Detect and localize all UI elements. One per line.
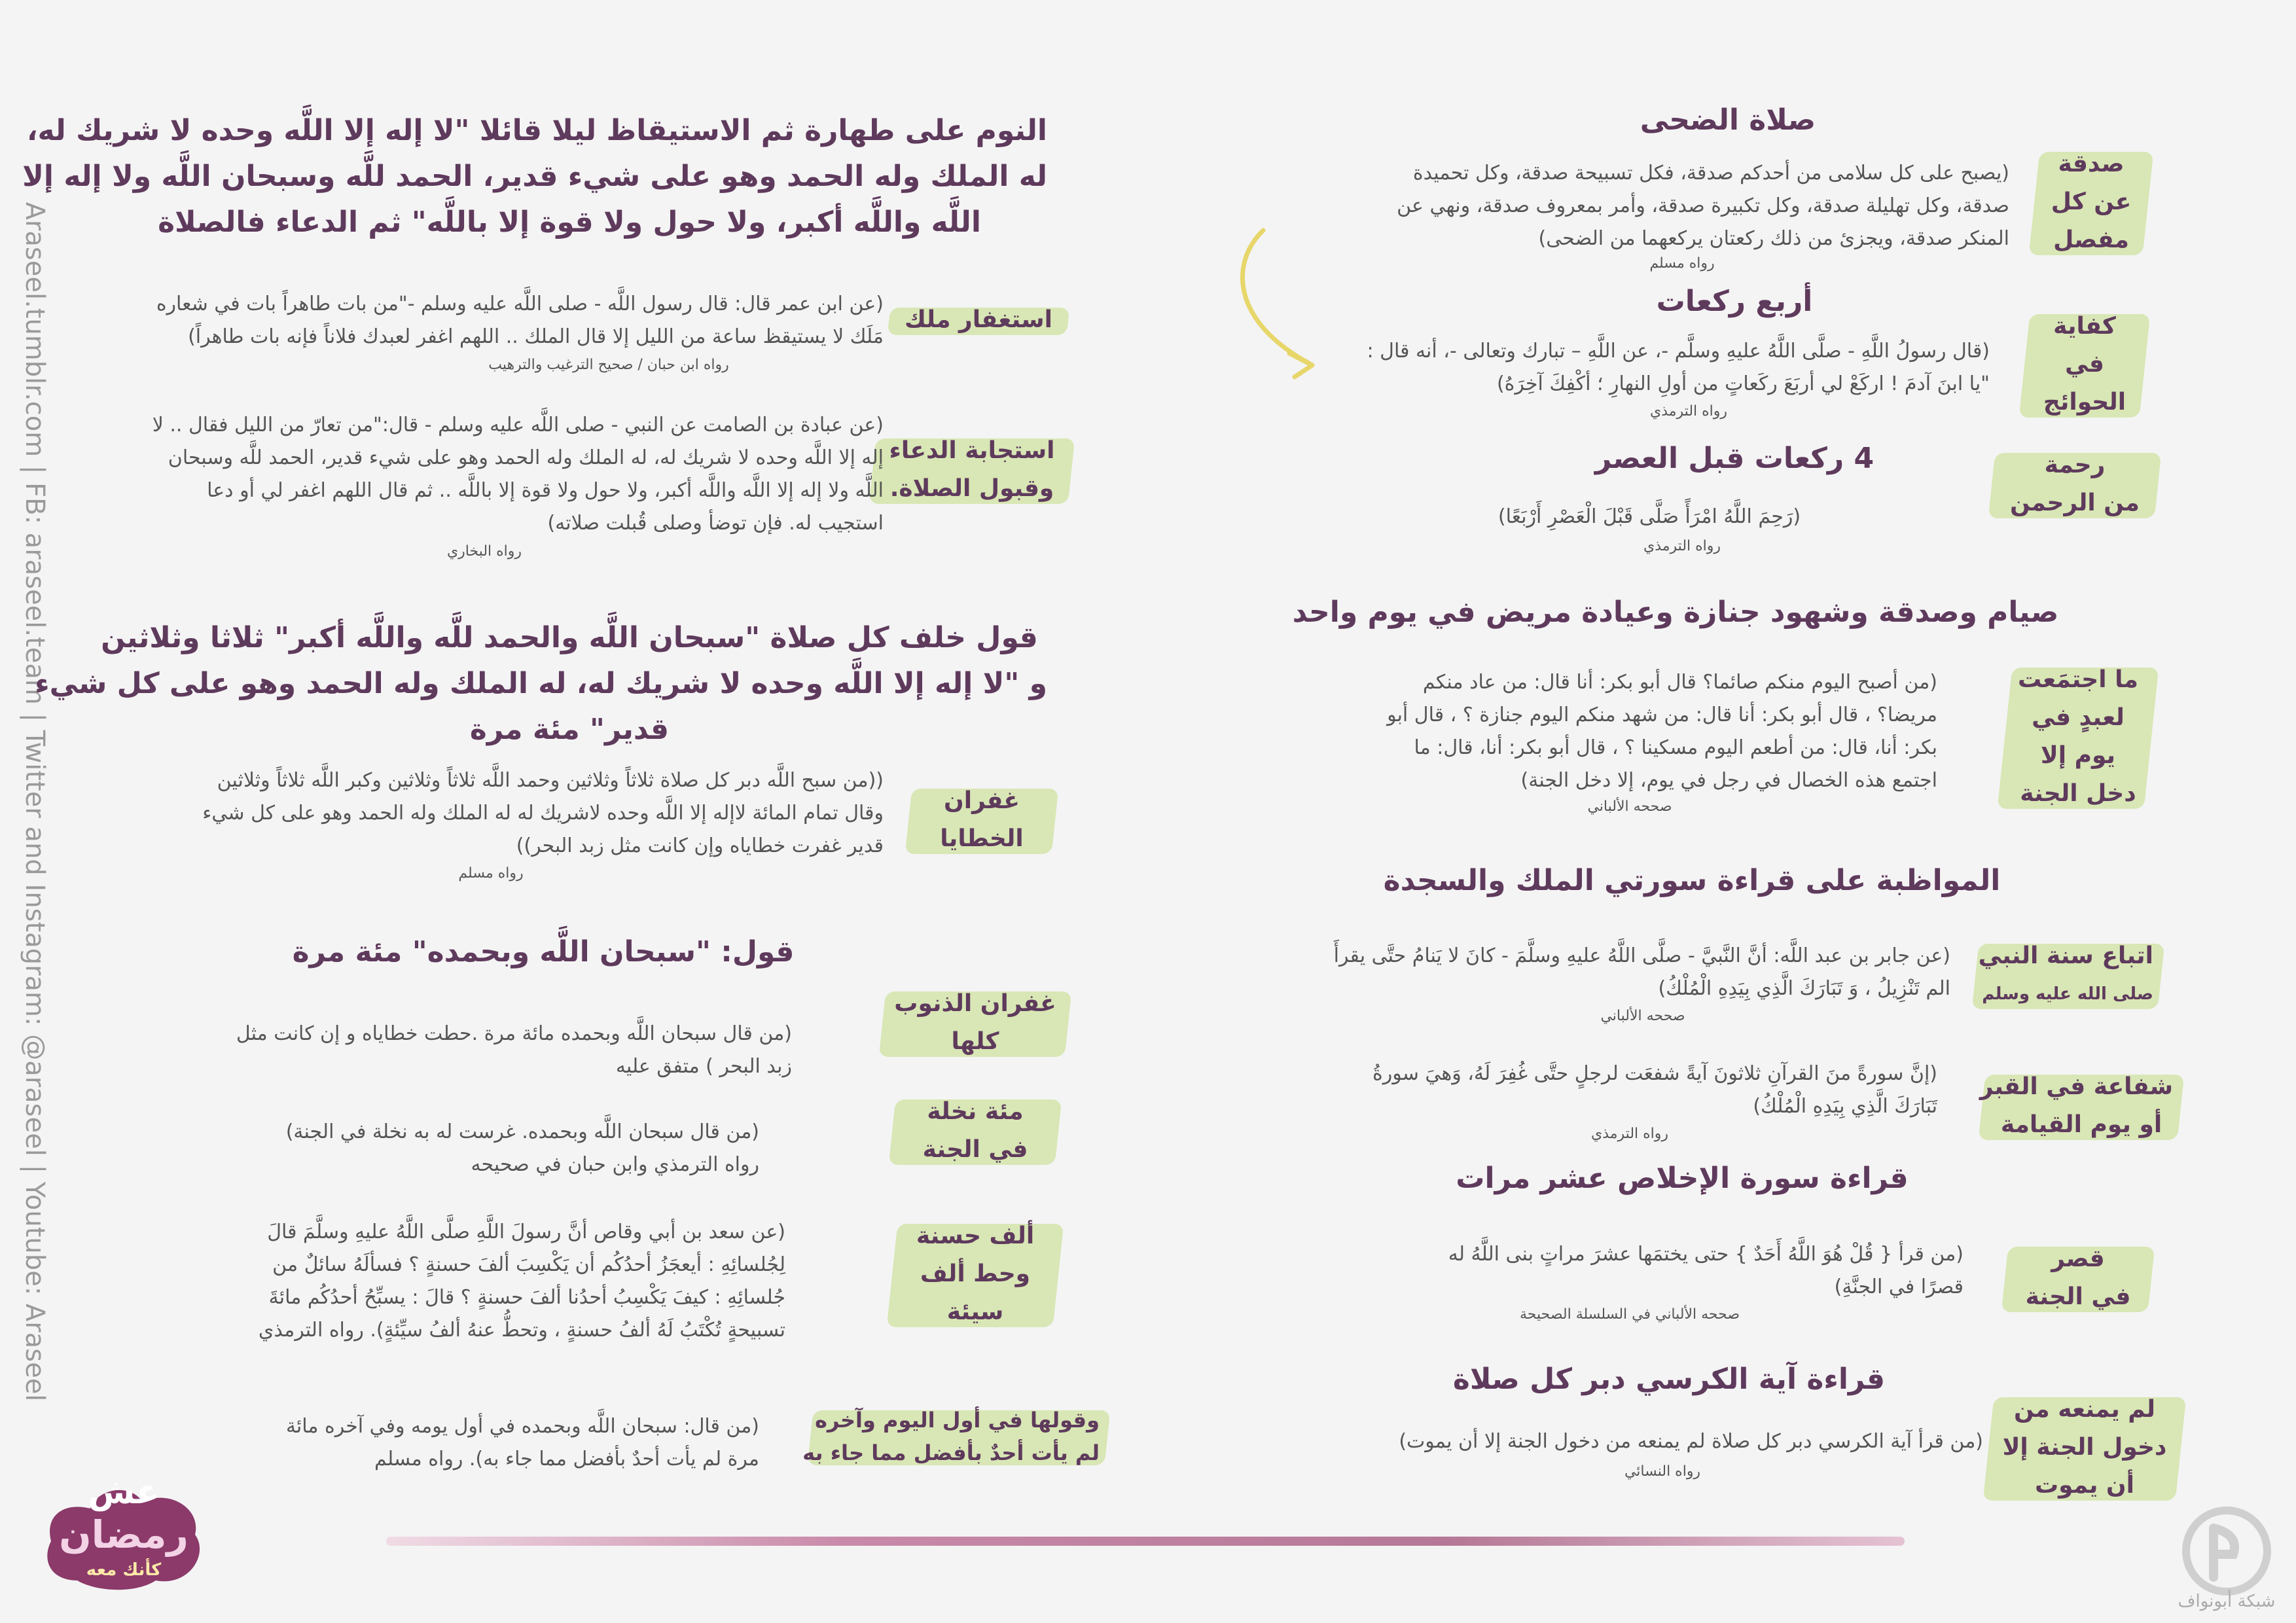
subhan-label-4: وقولها في أول اليوم وآخره لم يأت أحدٌ بأفضل مما جاء به (818, 1404, 1100, 1469)
asr-title: 4 ركعات قبل العصر (1594, 442, 1874, 475)
four-label: كفاية في الحوائج (2032, 308, 2137, 421)
ikhlas-label: قصر في الجنة (2013, 1240, 2144, 1316)
sleep-label-1: استغفار ملك (897, 301, 1060, 339)
fasting-source: صححه الألباني (1587, 798, 1672, 815)
mulk-title: المواظبة على قراءة سورتي الملك والسجدة (1383, 864, 2001, 897)
after-prayer-title: قول خلف كل صلاة "سبحان اللَّه والحمد للَّه واللَّه أكبر" ثلاثا وثلاثين و "لا إله إلا اللَّه وحده لا شريك له، له الملك وله الحمد وهو على كل شيء قدير" مئة مرة (35, 621, 1047, 746)
svg-text:رمضان: رمضان (59, 1512, 188, 1557)
ikhlas-hadith: (من قرأ { قُلْ هُوَ اللَّهُ أَحَدٌ } حتى يختمَها عشرَ مراتٍ بنى اللَّهُ له قصرًا في الجنَّةِ) (1448, 1243, 1964, 1298)
bottom-divider (386, 1537, 1905, 1546)
subhan-title: قول: "سبحان اللَّه وبحمده" مئة مرة (292, 935, 795, 969)
after-prayer-source: رواه مسلم (458, 865, 524, 882)
sleep-source-2: رواه البخاري (446, 543, 522, 560)
ikhlas-source: صححه الألباني في السلسلة الصحيحة (1519, 1306, 1740, 1323)
mulk-hadith-2: (إنَّ سورةً منَ القرآنِ ثلاثونَ آيةً شفعَت لرجلٍ حتَّى غُفِرَ لَهُ، وَهيَ سورةُ تَبَارَكَ الَّذِي بِيَدِهِ الْمُلْكُ) (1372, 1062, 1937, 1118)
subhan-hadith-4: (من قال: سبحان اللَّه وبحمده في أول يومه وفي آخره مائة مرة لم يأت أحدٌ بأفضل مما جاء به). رواه مسلم (285, 1415, 759, 1471)
duha-hadith: (يصبح على كل سلامى من أحدكم صدقة، فكل تسبيحة صدقة، وكل تحميدة صدقة، وكل تهليلة صدقة، وكل تكبيرة صدقة، وأمر بمعروف صدقة، ونهي عن المنكر صدقة، ويجزئ من ذلك ركعتان يركعهما من الضحى) (1397, 162, 2009, 250)
ikhlas-title: قراءة سورة الإخلاص عشر مرات (1456, 1162, 1909, 1195)
sleep-title: النوم على طهارة ثم الاستيقاظ ليلا قائلا "لا إله إلا اللَّه وحده لا شريك له، له الملك وله الحمد وهو على شيء قدير، الحمد للَّه وسبحان اللَّه ولا إله إلا اللَّه واللَّه أكبر، ولا حول ولا قوة إلا باللَّه" ثم الدعاء فالصلاة (22, 114, 1047, 239)
kursi-source: رواه النسائي (1624, 1463, 1701, 1480)
subhan-hadith-3: (عن سعد بن أبي وقاص أنَّ رسولَ اللَّهِ صلَّى اللَّهُ عليهِ وسلَّمَ قالَ لِجُلسائِهِ : أيعجَزُ أحدُكُم أن يَكْسِبَ ألفَ حسنةٍ ؟ فسألَهُ سائلٌ من جُلسائِهِ : كيفَ يَكْسِبُ أحدُنا ألفَ حسنةٍ ؟ قالَ : يسبِّحُ أحدُكُم مائةَ تسبيحةٍ تُكْتَبُ لَهُ ألفُ حسنةٍ ، وتحطُّ عنهُ ألفُ سيِّئةٍ). رواه الترمذي (258, 1221, 785, 1342)
ramadan-logo (38, 1463, 209, 1592)
asr-source: رواه الترمذي (1643, 538, 1721, 554)
subhan-label-3: ألف حسنة وحط ألف سيئة (900, 1217, 1050, 1331)
subhan-label-1: غفران الذنوب كلها (890, 985, 1060, 1061)
brand-logo-icon (2174, 1495, 2279, 1607)
side-links-text: Araseel.tumblr.com | FB: araseel.team | Twitter and Instagram: @araseel | Youtube: Araseel (20, 202, 50, 1402)
kursi-title: قراءة آية الكرسي دبر كل صلاة (1452, 1363, 1886, 1396)
side-links (5, 203, 64, 1400)
four-source: رواه الترمذي (1649, 403, 1728, 419)
mulk-label-2: شفاعة في القبر أو يوم القيامة (1990, 1068, 2173, 1144)
fasting-title: صيام وصدقة وشهود جنازة وعيادة مريض في يوم واحد (1292, 596, 2059, 629)
asr-hadith: (رَحِمَ اللَّهُ امْرَأً صَلَّى قَبْلَ الْعَصْرِ أَرْبَعًا) (1498, 505, 1801, 528)
sleep-hadith-1: (عن ابن عمر قال: قال رسول اللَّه - صلى اللَّه عليه وسلم -"من بات طاهراً بات في شعاره مَلَك لا يستيقظ ساعة من الليل إلا قال الملك .. اللهم اغفر لعبدك فلاناً فإنه بات طاهراً) (156, 293, 884, 348)
brand-name: شبكة أبونواف (2178, 1592, 2276, 1611)
curved-arrow-icon (1224, 223, 1329, 380)
sleep-source-1: رواه ابن حبان / صحيح الترغيب والترهيب (488, 357, 729, 373)
mulk-hadith: (عن جابر بن عبد اللَّه: أنَّ النَّبيَّ - صلَّى اللَّهُ عليهِ وسلَّمَ - كانَ لا يَنامُ حتَّى يقرأَ الم تَنْزِيلُ ، وَ تَبَارَكَ الَّذِي بِيَدِهِ الْمُلْكُ) (1333, 944, 1950, 1000)
sleep-label-2: استجابة الدعاء وقبول الصلاة. (880, 432, 1064, 508)
kursi-label: لم يمنعه من دخول الجنة إلا أن يموت (1996, 1391, 2173, 1505)
four-title: أربع ركعات (1656, 285, 1813, 318)
svg-text:كأنك معه: كأنك معه (86, 1560, 162, 1580)
svg-text:عش: عش (88, 1472, 160, 1512)
duha-label: صدقة عن كل مفصل (2042, 145, 2140, 259)
sleep-hadith-2: (عن عبادة بن الصامت عن النبي - صلى اللَّه عليه وسلم - قال:"من تعارّ من الليل فقال .. لا إله إلا اللَّه وحده لا شريك له، له الملك وله الحمد وهو على شيء قدير، الحمد للَّه وسبحان اللَّه ولا إله إلا اللَّه واللَّه أكبر، ولا حول ولا قوة إلا باللَّه .. ثم قال اللهم اغفر لي أو دعا استجيب له. فإن توضأ وصلى قُبلت صلاته) (152, 414, 884, 535)
duha-title: صلاة الضحى (1640, 103, 1816, 137)
duha-source: رواه مسلم (1649, 255, 1715, 272)
mulk-source: صححه الألباني (1600, 1008, 1685, 1024)
mulk-source-2: رواه الترمذي (1590, 1126, 1669, 1142)
four-hadith: (قال رسولُ اللَّهِ - صلَّى اللَّهُ عليهِ وسلَّم -، عن اللَّهِ – تبارك وتعالى -، أنه قال : "يا ابنَ آدمَ ! اركَعْ لي أربَعَ ركَعاتٍ من أولِ النهارِ ؛ أكْفِكَ آخِرَهُ) (1367, 340, 1990, 395)
fasting-label: ما اجتمَعت لعبدٍ في يوم إلا دخل الجنة (2013, 661, 2144, 813)
fasting-hadith: (من أصبح اليوم منكم صائما؟ قال أبو بكر: أنا قال: من عاد منكم مريضا؟ ، قال أبو بكر: أنا قال: من شهد منكم اليوم جنازة ؟ ، قال أبو بكر: أنا، قال: من أطعم اليوم مسكينا ؟ ، قال أبو بكر: أنا، قال: ما اجتمع هذه الخصال في رجل في يوم، إلا دخل الجنة) (1387, 671, 1937, 792)
after-prayer-hadith: ((من سبح اللَّه دبر كل صلاة ثلاثاً وثلاثين وحمد اللَّه ثلاثاً وثلاثين وكبر اللَّه ثلاثاً وثلاثين وقال تمام المائة لاإله إلا اللَّه وحده لاشريك له له الملك وله الحمد وهو على كل شيء قدير غفرت خطاياه وإن كانت مثل زبد البحر)) (202, 769, 884, 857)
asr-label: رحمة من الرحمن (2000, 446, 2150, 522)
mulk-label: اتباع سنة النبي صلى الله عليه وسلم (1983, 937, 2153, 1013)
subhan-label-2: مئة نخلة في الجنة (900, 1093, 1050, 1169)
subhan-hadith-2: (من قال سبحان اللَّه وبحمده. غرست له به نخلة في الجنة) رواه الترمذي وابن حبان في صحيحه (285, 1120, 759, 1176)
subhan-hadith-1: (من قال سبحان اللَّه وبحمده مائة مرة .حطت خطاياه و إن كانت مثل زبد البحر ) متفق عليه (236, 1022, 792, 1078)
kursi-hadith: (من قرأ آية الكرسي دبر كل صلاة لم يمنعه من دخول الجنة إلا أن يموت) (1399, 1430, 1983, 1453)
after-prayer-label: غفران الخطايا (916, 782, 1047, 858)
